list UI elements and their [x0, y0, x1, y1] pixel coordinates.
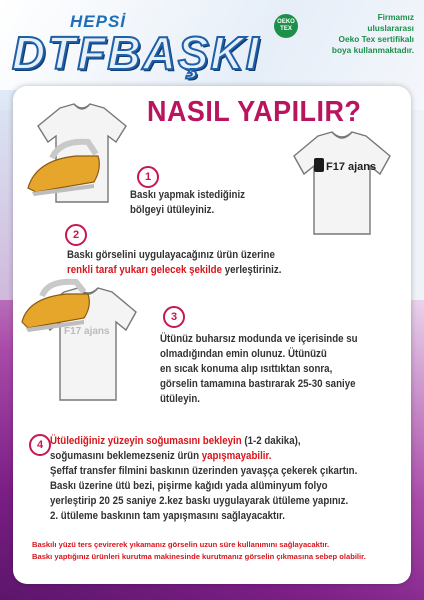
step-4-text-a: soğumasını beklemezseniz ürün	[50, 450, 202, 462]
warning-note: Baskı yaptığınız ürünleri kurutma makinesinde kurutmanız görselin çıkmasına sebep olabilir.	[32, 552, 366, 561]
step-4-line	[50, 434, 357, 449]
step-3-line: en sıcak konuma alıp ısıttıktan sonra,	[160, 363, 333, 375]
warning-note: Baskılı yüzü ters çevirerek yıkamanız görselin uzun süre kullanımını sağlayacaktır.	[32, 540, 330, 549]
tshirt-iron-illustration-2	[20, 278, 150, 408]
tshirt-iron-illustration-1	[22, 96, 142, 216]
step-2-line: Baskı görselini uygulayacağınız ürün üzerine	[67, 249, 275, 261]
step-3-text	[160, 332, 358, 407]
brand-logo	[12, 10, 261, 84]
tshirt-logo-text: F17 ajans	[326, 161, 377, 173]
step-2-number: 2	[65, 224, 87, 246]
cert-text	[302, 12, 414, 56]
warning-notes	[32, 539, 412, 563]
step-4-highlight-2: yapışmayabilir.	[201, 450, 272, 462]
cert-line: uluslararası	[367, 23, 414, 33]
logo-brand: DTFBAŞKI	[12, 27, 261, 79]
step-4-text	[50, 434, 357, 524]
step-3-number: 3	[163, 306, 185, 328]
step-2-line	[67, 263, 281, 278]
iron-icon	[22, 282, 89, 332]
oeko-tex-certificate	[277, 12, 414, 56]
step-2-text	[67, 248, 281, 278]
step-3-line: olmadığından emin olunuz. Ütünüzü	[160, 348, 327, 360]
page-title: NASIL YAPILIR?	[147, 96, 362, 128]
step-1-line: Baskı yapmak istediğiniz	[130, 189, 246, 201]
step-2-highlight: renkli taraf yukarı gelecek şekilde	[67, 264, 223, 276]
step-1-line: bölgeyi ütüleyiniz.	[130, 204, 215, 216]
step-4-line: Şeffaf transfer filmini baskının üzerinden yavaşça çekerek çıkartın.	[50, 465, 358, 477]
cert-line: boya kullanmaktadır.	[331, 45, 414, 55]
tshirt-logo-faded: F17 ajans	[64, 326, 110, 337]
tshirt-logo-illustration	[284, 130, 400, 238]
step-3-line: görselin tamamına bastırarak 25-30 saniye	[160, 378, 356, 390]
step-4-line	[50, 449, 357, 464]
step-1-number: 1	[137, 166, 159, 188]
cert-line: Firmamız	[377, 12, 414, 22]
cert-line: Oeko Tex sertifikalı	[338, 34, 414, 44]
oeko-tex-badge-icon: OEKO TEX	[274, 14, 298, 38]
step-1-text	[130, 188, 245, 218]
step-4-number: 4	[29, 434, 51, 456]
logo-top-word: HEPSİ	[70, 12, 127, 31]
step-4-highlight: Ütülediğiniz yüzeyin soğumasını bekleyin	[50, 435, 242, 447]
step-4-rest: (1-2 dakika),	[241, 435, 301, 447]
step-4-line: 2. ütüleme baskının tam yapışmasını sağlayacaktır.	[50, 510, 285, 522]
step-2-rest: yerleştiriniz.	[222, 264, 282, 276]
step-4-line: yerleştirip 20 25 saniye 2.kez baskı uygulayarak ütüleme yapınız.	[50, 495, 349, 507]
step-4-line: Baskı üzerine ütü bezi, pişirme kağıdı yada alüminyum folyo	[50, 480, 328, 492]
step-3-line: Ütünüz buharsız modunda ve içerisinde su	[160, 333, 358, 345]
step-3-line: ütüleyin.	[160, 393, 200, 405]
